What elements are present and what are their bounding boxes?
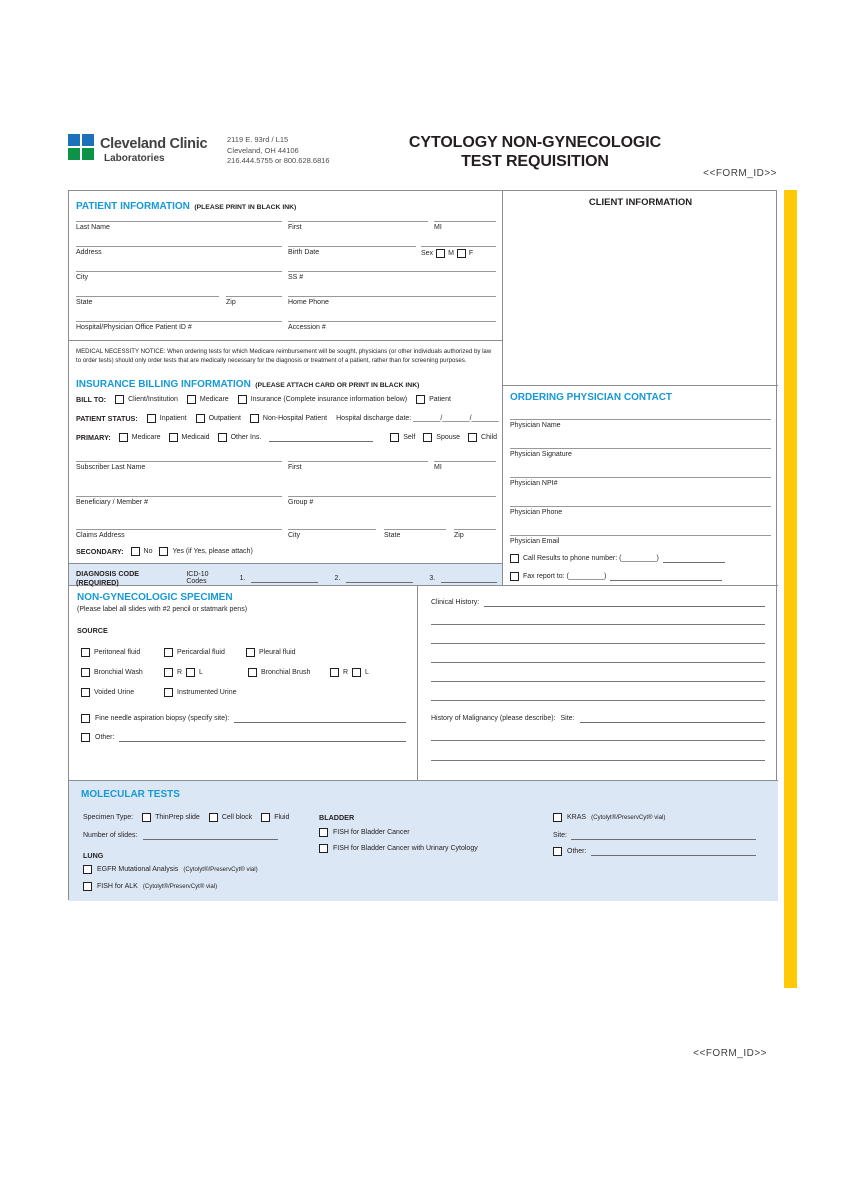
molecular-tests-section [69,781,778,901]
relation-child-option: Child [468,433,497,442]
cell-block-checkbox[interactable] [209,813,218,822]
fish-bladder-checkbox[interactable] [319,828,328,837]
insurance-section [69,341,503,564]
subscriber-first-field[interactable]: First [288,461,428,471]
bronchial-wash-right-checkbox[interactable] [164,668,173,677]
diagnosis-code-row [76,569,497,587]
peritoneal-fluid-checkbox[interactable] [81,648,90,657]
logo-quadrant [82,148,94,160]
relation-self-option: Self [390,433,415,442]
alk-checkbox[interactable] [83,882,92,891]
clinical-history-line[interactable] [431,624,765,625]
bill-to-client-option: Client/Institution [115,395,178,404]
subscriber-mi-field[interactable]: MI [434,461,496,471]
lung-label: LUNG [83,851,104,860]
fax-report-label: Fax report to: (_________) [523,573,607,580]
call-results-checkbox[interactable] [510,554,519,563]
first-name-field[interactable]: First [288,221,428,231]
call-results-label: Call Results to phone number: (_________) [523,555,659,562]
address-field[interactable]: Address [76,246,282,256]
relation-spouse-option: Spouse [423,433,460,442]
bronchial-brush-option: Bronchial Brush [248,668,310,677]
pleural-fluid-option: Pleural fluid [246,648,296,657]
pleural-fluid-checkbox[interactable] [246,648,255,657]
insurance-heading-note: (PLEASE ATTACH CARD OR PRINT IN BLACK INK) [255,382,420,389]
birth-date-field[interactable]: Birth Date [288,246,416,256]
thinprep-checkbox[interactable] [142,813,151,822]
relation-child-checkbox[interactable] [468,433,477,442]
clinical-history-line[interactable] [431,643,765,644]
clinical-history-line[interactable] [431,700,765,701]
bronchial-wash-left-option: L [186,668,203,677]
relation-spouse-checkbox[interactable] [423,433,432,442]
diagnosis-code-label: DIAGNOSIS CODE (REQUIRED) [76,569,140,587]
physician-name-field[interactable]: Physician Name [510,419,771,429]
fna-site-writein[interactable] [234,714,406,723]
primary-other-checkbox[interactable] [218,433,227,442]
malignancy-label: History of Malignancy (please describe): [431,715,556,722]
sex-female-checkbox[interactable] [457,249,466,258]
primary-medicare-checkbox[interactable] [119,433,128,442]
bill-to-row [76,395,451,404]
diagnosis-3-writein[interactable] [441,574,497,583]
primary-other-writein[interactable] [269,433,373,442]
specimen-other-checkbox[interactable] [81,733,90,742]
bronchial-brush-left-checkbox[interactable] [352,668,361,677]
bill-to-medicare-option: Medicare [187,395,229,404]
bronchial-brush-right-option: R [330,668,348,677]
city-field[interactable]: City [76,271,282,281]
bronchial-brush-right-checkbox[interactable] [330,668,339,677]
physician-heading: ORDERING PHYSICIAN CONTACT [510,392,673,403]
sex-field [421,246,496,258]
clinical-history-line[interactable] [431,681,765,682]
primary-other-option: Other Ins. [218,433,262,442]
bronchial-wash-right-option: R [164,668,182,677]
pericardial-fluid-option: Pericardial fluid [164,648,225,657]
thinprep-option: ThinPrep slide [142,813,200,822]
egfr-label: EGFR Mutational Analysis [97,866,179,873]
secondary-insurance-row [76,547,253,556]
bill-to-medicare-checkbox[interactable] [187,395,196,404]
kras-label: KRAS [567,814,587,821]
secondary-no-checkbox[interactable] [131,547,140,556]
form-title [368,133,702,171]
discharge-date-label[interactable]: Hospital discharge date: _______/_______/_______ [336,415,499,422]
secondary-no-option: No [131,547,153,556]
fna-row [81,714,406,723]
malignancy-row [431,714,765,723]
fax-report-writein[interactable] [610,572,722,581]
fna-checkbox[interactable] [81,714,90,723]
group-number-field[interactable]: Group # [288,496,496,506]
status-nonhospital-checkbox[interactable] [250,414,259,423]
form-id-bottom: <<FORM_ID>> [693,1048,767,1059]
client-info-heading: CLIENT INFORMATION [588,197,693,208]
molecular-heading: MOLECULAR TESTS [81,789,180,800]
fish-bladder-row [319,828,410,837]
accession-field[interactable]: Accession # [288,321,496,331]
clinical-history-line[interactable] [431,662,765,663]
bronchial-brush-left-option: L [352,668,369,677]
egfr-note: (Cytolyt®/PreservCyt® vial) [183,866,258,873]
status-inpatient-checkbox[interactable] [147,414,156,423]
claims-city-field[interactable]: City [288,529,376,539]
specimen-note: (Please label all slides with #2 pencil or statmark pens) [77,606,248,613]
diagnosis-1-label: 1. [239,574,246,582]
voided-urine-option: Voided Urine [81,688,134,697]
patient-info-section [69,191,503,341]
form-title-line-1: CYTOLOGY NON-GYNECOLOGIC [408,134,662,151]
pericardial-fluid-checkbox[interactable] [164,648,173,657]
egfr-checkbox[interactable] [83,865,92,874]
patient-info-heading-text: PATIENT INFORMATION [76,201,190,212]
insurance-heading-text: INSURANCE BILLING INFORMATION [76,379,251,390]
malignancy-line[interactable] [431,740,765,741]
molecular-other-label: Other: [567,848,587,855]
patient-status-row [76,414,499,423]
medical-necessity-notice: MEDICAL NECESSITY NOTICE: When ordering tests for which Medicare reimbursement will be sought, physicians (or other individuals authorized by law to order tests) should only order tests that are medically necessary for the diagnosis or treatment of a patient, rather than for screening purposes. [76,348,492,364]
home-phone-field[interactable]: Home Phone [288,296,496,306]
patient-status-label: PATIENT STATUS: [76,414,138,423]
primary-medicaid-checkbox[interactable] [169,433,178,442]
source-label: SOURCE [77,626,108,635]
kras-site-writein[interactable] [571,831,756,840]
secondary-label: SECONDARY: [76,547,124,556]
last-name-field[interactable]: Last Name [76,221,282,231]
specimen-type-row [83,813,289,822]
brand-subtitle: Laboratories [104,153,165,164]
zip-field[interactable]: Zip [226,296,282,306]
fax-report-checkbox[interactable] [510,572,519,581]
cell-block-option: Cell block [209,813,252,822]
diagnosis-3-label: 3. [429,574,436,582]
kras-site-row [553,831,756,840]
primary-label: PRIMARY: [76,433,111,442]
patient-info-heading-note: (PLEASE PRINT IN BLACK INK) [194,204,297,211]
alk-row [83,882,217,891]
bronchial-wash-left-checkbox[interactable] [186,668,195,677]
mi-field[interactable]: MI [434,221,496,231]
specimen-other-label: Other: [95,734,115,741]
beneficiary-field[interactable]: Beneficiary / Member # [76,496,282,506]
call-results-writein[interactable] [663,554,725,563]
diagnosis-2-writein[interactable] [346,574,413,583]
form-id-top: <<FORM_ID>> [703,168,777,179]
sex-male-checkbox[interactable] [436,249,445,258]
clinical-history-row [431,598,765,607]
number-of-slides-label: Number of slides: [83,832,138,839]
insurance-heading [76,374,419,392]
specimen-type-label: Specimen Type: [83,814,134,821]
subscriber-last-name-field[interactable]: Subscriber Last Name [76,461,282,471]
patient-info-heading [76,196,296,214]
malignancy-site-label: Site: [560,715,575,722]
status-outpatient-checkbox[interactable] [196,414,205,423]
secondary-yes-checkbox[interactable] [159,547,168,556]
kras-row [553,813,665,822]
fish-bladder-cytology-row [319,844,478,853]
bronchial-brush-checkbox[interactable] [248,668,257,677]
bill-to-patient-checkbox[interactable] [416,395,425,404]
logo-quadrant [68,134,80,146]
kras-note: (Cytolyt®/PreservCyt® vial) [591,814,666,821]
fna-label: Fine needle aspiration biopsy (specify site): [95,715,230,722]
address-line-1: 2119 E. 93rd / L15 [227,135,289,144]
clinical-history-writein[interactable] [484,598,765,607]
claims-zip-field[interactable]: Zip [454,529,496,539]
address-line-2: Cleveland, OH 44106 [227,145,299,155]
logo-quadrant [68,148,80,160]
specimen-other-writein[interactable] [119,733,406,742]
physician-npi-field[interactable]: Physician NPI# [510,477,771,487]
secondary-yes-option: Yes (if Yes, please attach) [159,547,252,556]
state-field[interactable]: State [76,296,219,306]
physician-contact-section [503,386,778,586]
peritoneal-fluid-option: Peritoneal fluid [81,648,140,657]
form-title-line-2: TEST REQUISITION [461,153,609,170]
status-outpatient-option: Outpatient [196,414,241,423]
status-inpatient-option: Inpatient [147,414,187,423]
claims-address-field[interactable]: Claims Address [76,529,282,539]
egfr-row [83,865,258,874]
logo-quadrant [82,134,94,146]
relation-self-checkbox[interactable] [390,433,399,442]
clinical-history-label: Clinical History: [431,599,480,606]
specimen-section [69,586,418,781]
status-nonhospital-option: Non-Hospital Patient [250,414,327,423]
molecular-other-row [553,847,756,856]
clinical-history-section [418,586,778,781]
molecular-other-writein[interactable] [591,847,756,856]
diagnosis-2-label: 2. [334,574,341,582]
call-results-row [510,554,725,563]
instrumented-urine-option: Instrumented Urine [164,688,237,697]
diagnosis-code-section [69,564,503,586]
bill-to-client-checkbox[interactable] [115,395,124,404]
fluid-checkbox[interactable] [261,813,270,822]
brand-name: Cleveland Clinic [100,136,208,152]
sex-female-label: F [468,250,474,257]
sex-label: Sex [421,250,434,257]
bill-to-patient-option: Patient [416,395,451,404]
voided-urine-checkbox[interactable] [81,688,90,697]
kras-checkbox[interactable] [553,813,562,822]
bladder-label: BLADDER [319,813,355,822]
address-line-3: 216.444.5755 or 800.628.6816 [227,156,330,165]
bronchial-wash-option: Bronchial Wash [81,668,143,677]
brand-block [100,136,207,164]
diagnosis-1-writein[interactable] [251,574,318,583]
hospital-patient-id-field[interactable]: Hospital/Physician Office Patient ID # [76,321,282,331]
number-of-slides-writein[interactable] [143,831,278,840]
bill-to-label: BILL TO: [76,395,107,404]
icd10-label: ICD-10 Codes [186,571,209,585]
client-info-section [503,191,778,386]
malignancy-site-writein[interactable] [580,714,765,723]
form-body [68,190,777,900]
primary-medicaid-option: Medicaid [169,433,210,442]
bill-to-insurance-checkbox[interactable] [238,395,247,404]
physician-phone-field[interactable]: Physician Phone [510,506,771,516]
kras-site-label: Site: [553,832,568,839]
bill-to-insurance-option: Insurance (Complete insurance information below) [238,395,407,404]
number-of-slides-row [83,831,278,840]
cleveland-clinic-logo-icon [68,134,94,160]
primary-medicare-option: Medicare [119,433,161,442]
claims-state-field[interactable]: State [384,529,446,539]
bronchial-wash-checkbox[interactable] [81,668,90,677]
accent-stripe [784,190,797,988]
specimen-other-row [81,733,406,742]
fish-bladder-label: FISH for Bladder Cancer [333,829,410,836]
sex-male-label: M [448,250,454,257]
fish-bladder-cytology-checkbox[interactable] [319,844,328,853]
ssn-field[interactable]: SS # [288,271,496,281]
fish-bladder-cytology-label: FISH for Bladder Cancer with Urinary Cytology [333,845,478,852]
primary-insurance-row [76,433,497,442]
physician-email-field[interactable]: Physician Email [510,535,771,545]
molecular-other-checkbox[interactable] [553,847,562,856]
specimen-heading: NON-GYNECOLOGIC SPECIMEN [77,592,233,603]
fluid-option: Fluid [261,813,289,822]
malignancy-line[interactable] [431,760,765,761]
instrumented-urine-checkbox[interactable] [164,688,173,697]
physician-signature-field[interactable]: Physician Signature [510,448,771,458]
fax-report-row [510,572,722,581]
alk-label: FISH for ALK [97,883,138,890]
alk-note: (Cytolyt®/PreservCyt® vial) [142,883,218,890]
lab-address [227,135,330,167]
